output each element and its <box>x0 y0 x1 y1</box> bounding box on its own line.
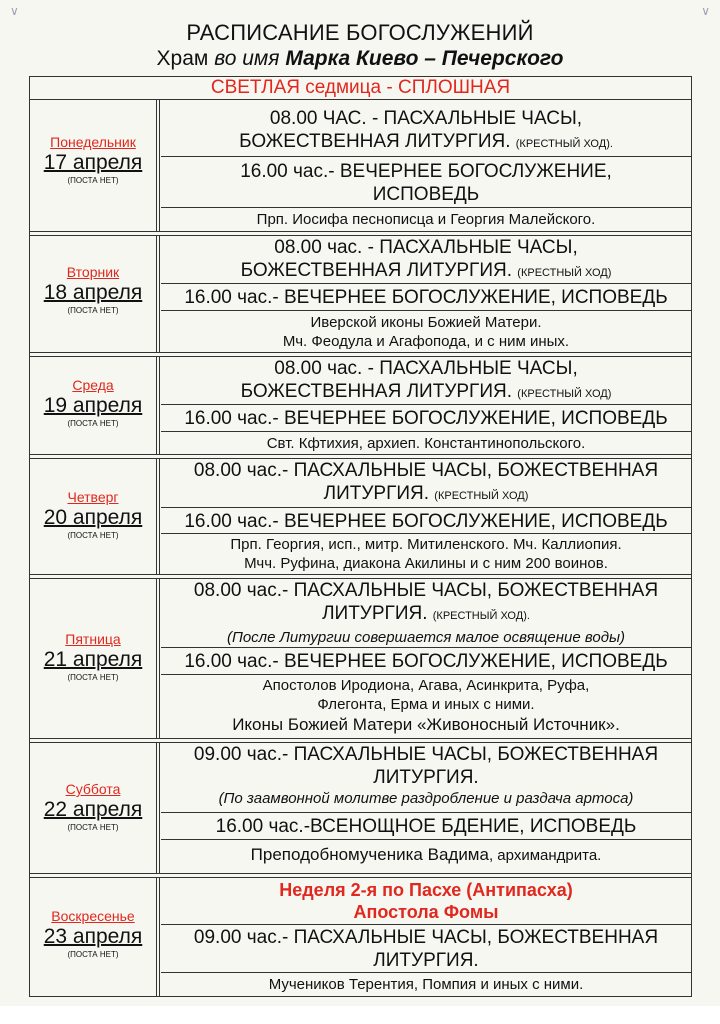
page-subtitle: Храм во имя Марка Киево – Печерского <box>156 47 564 70</box>
saints-commemoration: Прп. Иосифа песнописца и Георгия Малейского. <box>161 207 691 231</box>
saints-commemoration: Прп. Георгия, исп., митр. Митиленского. Мч. Каллиопия. Мчч. Руфина, диакона Акилины и с ним 200 воинов. <box>161 533 691 574</box>
chevron-right-icon: ∨ <box>701 4 710 18</box>
evening-service: 16.00 час.- ВЕЧЕРНЕЕ БОГОСЛУЖЕНИЕ, ИСПОВЕДЬ <box>161 404 691 431</box>
schedule-table <box>29 76 692 997</box>
evening-service: 16.00 час.- ВЕЧЕРНЕЕ БОГОСЛУЖЕНИЕ, ИСПОВЕДЬ <box>161 156 691 207</box>
evening-service: 16.00 час.- ВЕЧЕРНЕЕ БОГОСЛУЖЕНИЕ, ИСПОВЕДЬ <box>161 283 691 310</box>
day-label: Пятница 21 апреля (ПОСТА НЕТ) <box>43 631 143 682</box>
page-title: РАСПИСАНИЕ БОГОСЛУЖЕНИЙ <box>186 20 534 45</box>
week-title: СВЕТЛАЯ седмица - СПЛОШНАЯ <box>30 77 691 100</box>
liturgy-service: 08.00 час. - ПАСХАЛЬНЫЕ ЧАСЫ, БОЖЕСТВЕННАЯ ЛИТУРГИЯ. (КРЕСТНЫЙ ХОД) <box>240 358 612 402</box>
saints-commemoration: Иверской иконы Божией Матери. Мч. Феодула и Агафопода, и с ним иных. <box>161 310 691 352</box>
day-label: Вторник 18 апреля (ПОСТА НЕТ) <box>43 264 143 315</box>
chevron-left-icon: ∨ <box>10 4 19 18</box>
saints-commemoration: Свт. Кфтихия, архиеп. Константинопольского. <box>161 431 691 454</box>
evening-service: 16.00 час.- ВЕЧЕРНЕЕ БОГОСЛУЖЕНИЕ, ИСПОВЕДЬ <box>161 507 691 533</box>
liturgy-service: 09.00 час.- ПАСХАЛЬНЫЕ ЧАСЫ, БОЖЕСТВЕННАЯ ЛИТУРГИЯ. (По заамвонной молитве раздробление и раздача артоса) <box>193 744 659 807</box>
liturgy-service: 08.00 час. - ПАСХАЛЬНЫЕ ЧАСЫ, БОЖЕСТВЕННАЯ ЛИТУРГИЯ. (КРЕСТНЫЙ ХОД) <box>240 237 612 281</box>
liturgy-service: 09.00 час.- ПАСХАЛЬНЫЕ ЧАСЫ, БОЖЕСТВЕННАЯ ЛИТУРГИЯ. <box>161 924 691 972</box>
day-label: Четверг 20 апреля (ПОСТА НЕТ) <box>43 489 143 540</box>
saints-commemoration: Преподобномученика Вадима, архимандрита. <box>161 839 691 873</box>
saints-commemoration: Апостолов Иродиона, Агава, Асинкрита, Руфа, Флегонта, Ерма и иных с ними. Иконы Божией Матери «Живоносный Источник». <box>161 674 691 738</box>
day-label: Среда 19 апреля (ПОСТА НЕТ) <box>43 377 143 428</box>
day-label: Воскресенье 23 апреля (ПОСТА НЕТ) <box>43 908 143 959</box>
liturgy-service: 08.00 час.- ПАСХАЛЬНЫЕ ЧАСЫ, БОЖЕСТВЕННАЯ ЛИТУРГИЯ. (КРЕСТНЫЙ ХОД). (После Литургии совершается малое освящение воды) <box>193 580 659 646</box>
day-label: Понедельник 17 апреля (ПОСТА НЕТ) <box>43 134 143 185</box>
evening-service: 16.00 час.- ВЕЧЕРНЕЕ БОГОСЛУЖЕНИЕ, ИСПОВЕДЬ <box>161 647 691 674</box>
page-header <box>0 20 720 72</box>
saints-commemoration: Мучеников Терентия, Помпия и иных с ними. <box>161 972 691 996</box>
evening-service: 16.00 час.-ВСЕНОЩНОЕ БДЕНИЕ, ИСПОВЕДЬ <box>161 812 691 839</box>
feast-title: Неделя 2-я по Пасхе (Антипасха) Апостола Фомы <box>279 880 573 922</box>
day-label: Суббота 22 апреля (ПОСТА НЕТ) <box>43 781 143 832</box>
liturgy-service: 08.00 ЧАС. - ПАСХАЛЬНЫЕ ЧАСЫ, БОЖЕСТВЕННАЯ ЛИТУРГИЯ. (КРЕСТНЫЙ ХОД). <box>239 108 613 152</box>
liturgy-service: 08.00 час.- ПАСХАЛЬНЫЕ ЧАСЫ, БОЖЕСТВЕННАЯ ЛИТУРГИЯ. (КРЕСТНЫЙ ХОД) <box>193 460 659 504</box>
